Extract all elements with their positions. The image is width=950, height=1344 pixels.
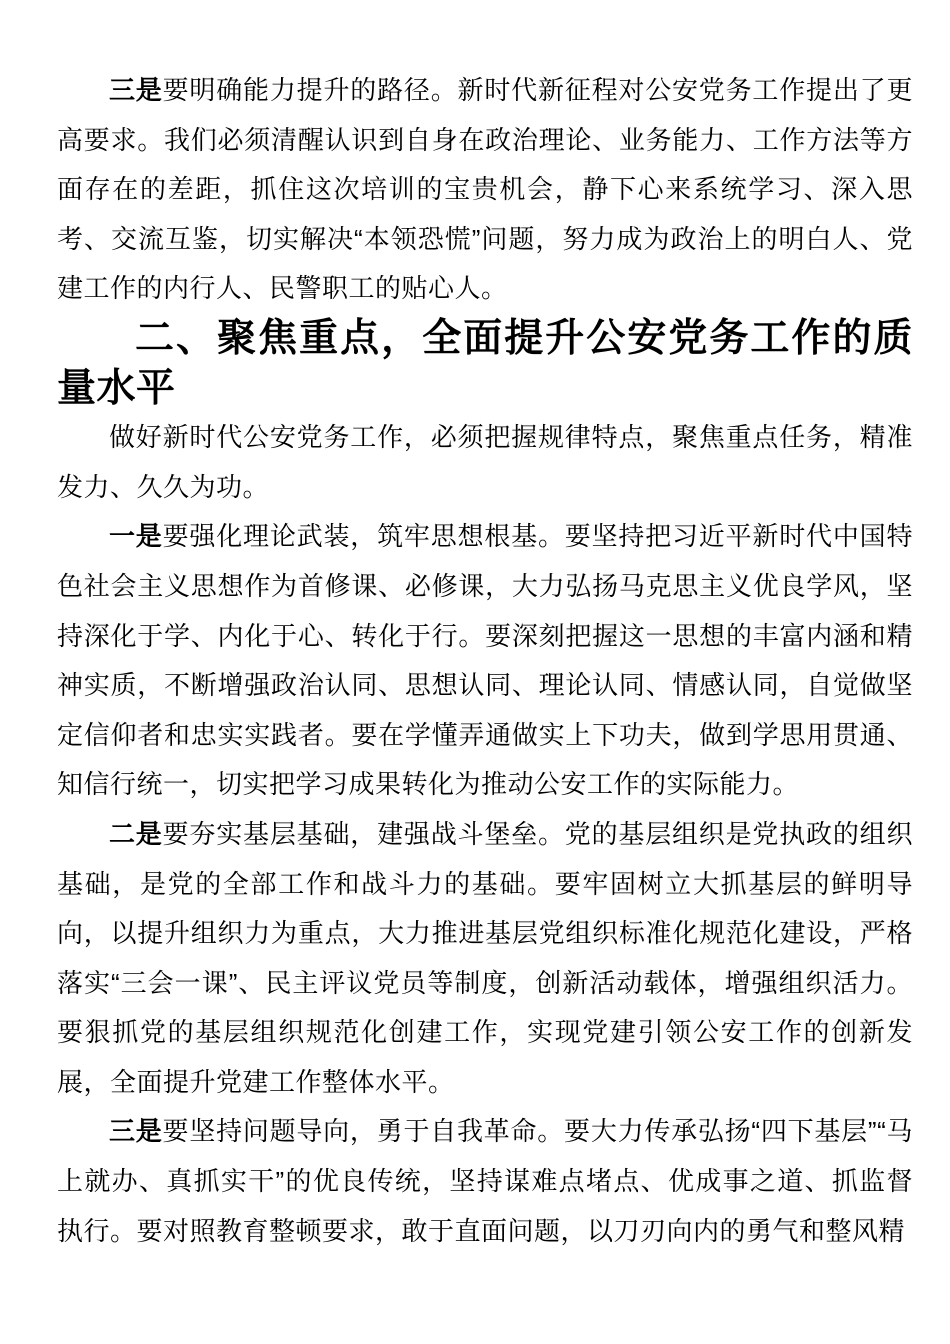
paragraph-lead-sanshi-2: 三是 [109,1116,163,1147]
paragraph-section-intro: 做好新时代公安党务工作，必须把握规律特点，聚焦重点任务，精准发力、久久为功。 [57,422,913,502]
paragraph-lead-ershi: 二是 [109,818,163,849]
paragraph-body-text: 要明确能力提升的路径。新时代新征程对公安党务工作提出了更高要求。我们必须清醒认识到自身在政治理论、业务能力、工作方法等方面存在的差距，抓住这次培训的宝贵机会，静下心来系统学习、深入思考、交流互鉴，切实解决“本领恐慌”问题，努力成为政治上的明白人、党建工作的内行人、民警职工的贴心人。 [57,75,913,304]
paragraph-point-three-ability [57,66,913,314]
paragraph-point-one-theory [57,512,913,810]
paragraph-body-text: 要强化理论武装，筑牢思想根基。要坚持把习近平新时代中国特色社会主义思想作为首修课、必修课，大力弘扬马克思主义优良学风，坚持深化于学、内化于心、转化于行。要深刻把握这一思想的丰富内涵和精神实质，不断增强政治认同、思想认同、理论认同、情感认同，自觉做坚定信仰者和忠实实践者。要在学懂弄通做实上下功夫，做到学思用贯通、知信行统一，切实把学习成果转化为推动公安工作的实际能力。 [57,521,913,800]
section-heading-two: 二、聚焦重点，全面提升公安党务工作的质量水平 [57,316,913,410]
paragraph-lead-yishi: 一是 [109,521,163,552]
paragraph-lead-sanshi: 三是 [109,75,163,105]
paragraph-point-two-grassroots [57,810,913,1108]
paragraph-body-text: 要坚持问题导向，勇于自我革命。要大力传承弘扬“四下基层”“马上就办、真抓实干”的优良传统，坚持谋难点堵点、优成事之道、抓监督执行。要对照教育整顿要求，敢于直面问题，以刀刃向内的勇气和整风精 [57,1116,913,1246]
paragraph-body-text: 要夯实基层基础，建强战斗堡垒。党的基层组织是党执政的组织基础，是党的全部工作和战斗力的基础。要牢固树立大抓基层的鲜明导向，以提升组织力为重点，大力推进基层党组织标准化规范化建设，严格落实“三会一课”、民主评议党员等制度，创新活动载体，增强组织活力。要狠抓党的基层组织规范化创建工作，实现党建引领公安工作的创新发展，全面提升党建工作整体水平。 [57,818,913,1097]
paragraph-point-three-problem [57,1107,913,1256]
